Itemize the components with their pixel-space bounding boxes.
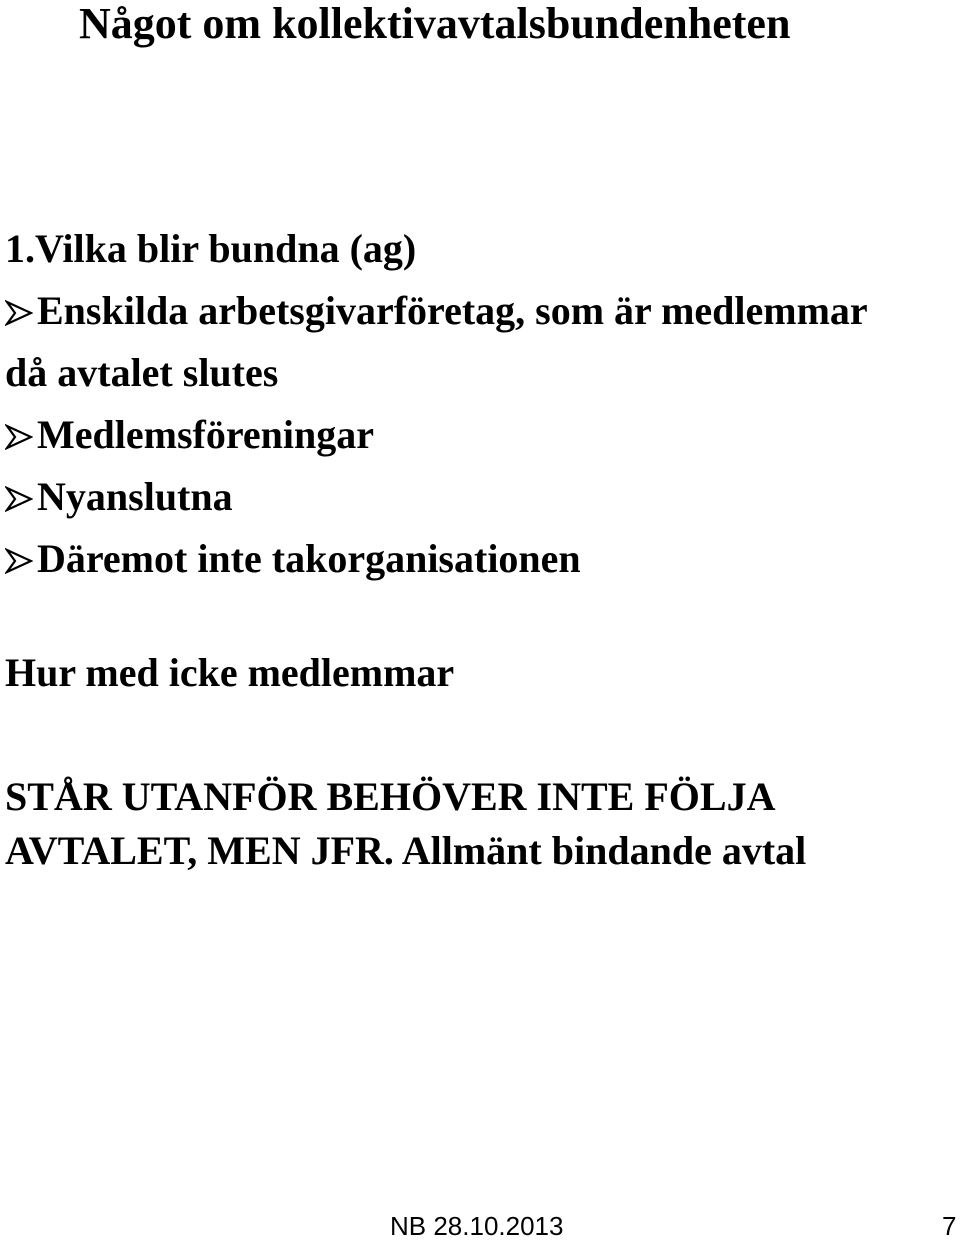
section-heading: 1.Vilka blir bundna (ag) (5, 226, 417, 271)
list-item-text: Enskilda arbetsgivarföretag, som är medlemmar (37, 288, 868, 333)
list-item (5, 470, 868, 532)
arrowhead-bullet-icon (5, 408, 37, 462)
conclusion-text (5, 770, 806, 878)
list-item-text: Däremot inte takorganisationen (37, 536, 581, 581)
bullet-list (5, 284, 868, 594)
page-title: Något om kollektivavtalsbundenheten (79, 0, 791, 48)
footer-date: NB 28.10.2013 (390, 1211, 564, 1241)
list-item-text-continued: då avtalet slutes (5, 350, 279, 395)
arrowhead-bullet-icon (5, 532, 37, 586)
note-text: Hur med icke medlemmar (5, 650, 455, 695)
arrowhead-bullet-icon (5, 284, 37, 338)
list-item (5, 284, 868, 408)
list-item (5, 532, 868, 594)
conclusion-line-1: STÅR UTANFÖR BEHÖVER INTE FÖLJA (5, 774, 776, 819)
list-item (5, 408, 868, 470)
conclusion-line-2: AVTALET, MEN JFR. Allmänt bindande avtal (5, 828, 807, 873)
list-item-text: Nyanslutna (37, 474, 233, 519)
arrowhead-bullet-icon (5, 470, 37, 524)
page-number: 7 (942, 1211, 957, 1241)
list-item-text: Medlemsföreningar (37, 412, 374, 457)
